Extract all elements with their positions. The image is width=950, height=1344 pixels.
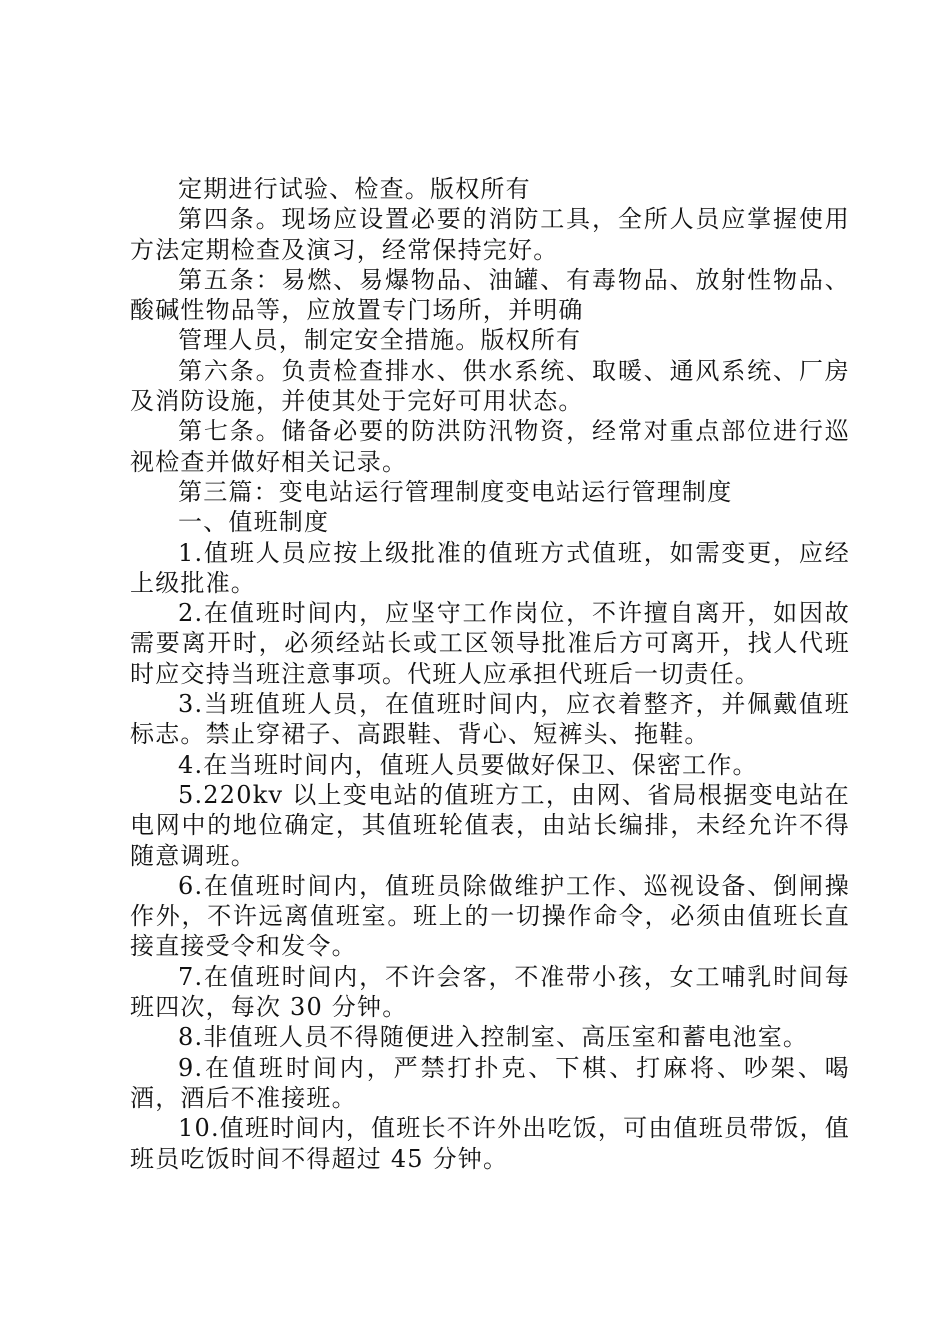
document-body xyxy=(130,174,850,1174)
paragraph-5: 第六条。负责检查排水、供水系统、取暖、通风系统、厂房及消防设施，并使其处于完好可用状态。 xyxy=(130,356,850,416)
subsection-heading: 一、值班制度 xyxy=(178,508,330,537)
rule-item-6: 6.在值班时间内，值班员除做维护工作、巡视设备、倒闸操作外，不许远离值班室。班上的一切操作命令，必须由值班长直接直接受令和发令。 xyxy=(130,871,850,961)
rule-item-5: 5.220kv 以上变电站的值班方工，由网、省局根据变电站在电网中的地位确定，其值班轮值表，由站长编排，未经允许不得随意调班。 xyxy=(130,780,850,870)
paragraph-6: 第七条。储备必要的防洪防汛物资，经常对重点部位进行巡视检查并做好相关记录。 xyxy=(130,417,850,476)
rule-item-9: 9.在值班时间内，严禁打扑克、下棋、打麻将、吵架、喝酒，酒后不准接班。 xyxy=(130,1053,850,1112)
rule-item-10: 10.值班时间内，值班长不许外出吃饭，可由值班员带饭，值班员吃饭时间不得超过 45 分钟。 xyxy=(130,1114,850,1173)
paragraph-3: 第五条：易燃、易爆物品、油罐、有毒物品、放射性物品、酸碱性物品等，应放置专门场所，并明确 xyxy=(130,265,850,325)
rule-item-1: 1.值班人员应按上级批准的值班方式值班，如需变更，应经上级批准。 xyxy=(130,538,850,597)
section-heading: 第三篇：变电站运行管理制度变电站运行管理制度 xyxy=(178,477,733,506)
paragraph-2: 第四条。现场应设置必要的消防工具，全所人员应掌握使用方法定期检查及演习，经常保持完好。 xyxy=(130,205,850,264)
rule-item-8: 8.非值班人员不得随便进入控制室、高压室和蓄电池室。 xyxy=(178,1023,809,1052)
rule-item-3: 3.当班值班人员，在值班时间内，应衣着整齐，并佩戴值班标志。禁止穿裙子、高跟鞋、背心、短裤头、拖鞋。 xyxy=(130,690,850,749)
rule-item-2: 2.在值班时间内，应坚守工作岗位，不许擅自离开，如因故需要离开时，必须经站长或工区领导批准后方可离开，找人代班时应交持当班注意事项。代班人应承担代班后一切责任。 xyxy=(130,599,850,688)
rule-item-4: 4.在当班时间内，值班人员要做好保卫、保密工作。 xyxy=(178,750,758,779)
paragraph-4: 管理人员，制定安全措施。版权所有 xyxy=(178,326,582,355)
paragraph-1: 定期进行试验、检查。版权所有 xyxy=(178,175,531,203)
rule-item-7: 7.在值班时间内，不许会客，不准带小孩，女工哺乳时间每班四次，每次 30 分钟。 xyxy=(130,962,850,1022)
